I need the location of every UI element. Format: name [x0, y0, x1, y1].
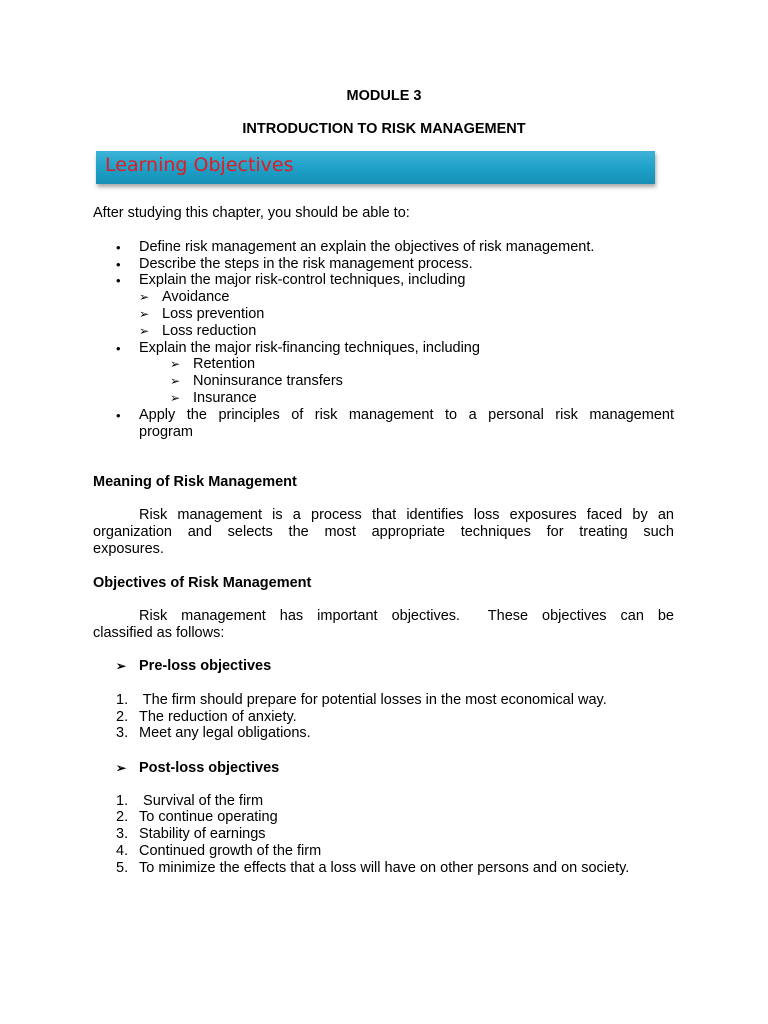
meaning-heading: Meaning of Risk Management — [93, 474, 297, 490]
postloss-heading: Post-loss objectives — [139, 760, 280, 776]
preloss-item: Meet any legal obligations. — [139, 725, 311, 741]
list-number: 1. — [116, 793, 129, 809]
postloss-item: Stability of earnings — [139, 826, 266, 842]
arrow-bullet-icon: ➢ — [139, 307, 150, 321]
arrow-bullet-icon: ➢ — [139, 324, 150, 338]
page-title: INTRODUCTION TO RISK MANAGEMENT — [242, 121, 526, 137]
preloss-item: The reduction of anxiety. — [139, 709, 297, 725]
objectives-line: Risk management has important objectives. These objectives can be — [139, 608, 674, 624]
list-number: 5. — [116, 860, 129, 876]
arrow-bullet-icon: ➢ — [170, 391, 181, 405]
objective-item: Define risk management an explain the objectives of risk management. — [139, 239, 595, 255]
list-number: 3. — [116, 826, 129, 842]
module-label: MODULE 3 — [346, 88, 422, 104]
banner-title: Learning Objectives — [105, 154, 294, 176]
list-number: 4. — [116, 843, 129, 859]
objective-item: Explain the major risk-financing techniques, including — [139, 340, 480, 356]
postloss-item: Continued growth of the firm — [139, 843, 322, 859]
meaning-line: exposures. — [93, 541, 164, 557]
arrow-bullet-icon: ➢ — [116, 761, 127, 775]
preloss-heading: Pre-loss objectives — [139, 658, 272, 674]
bullet-icon: • — [116, 408, 121, 423]
sub-item: Avoidance — [162, 289, 230, 305]
sub-item: Retention — [193, 356, 256, 372]
bullet-icon: • — [116, 273, 121, 288]
list-number: 2. — [116, 709, 129, 725]
postloss-item: To continue operating — [139, 809, 278, 825]
sub-item: Noninsurance transfers — [193, 373, 343, 389]
objective-item-cont: program — [139, 424, 193, 440]
objective-item: Describe the steps in the risk management process. — [139, 256, 473, 272]
list-number: 2. — [116, 809, 129, 825]
sub-item: Loss reduction — [162, 323, 257, 339]
arrow-bullet-icon: ➢ — [170, 374, 181, 388]
list-number: 1. — [116, 692, 129, 708]
arrow-bullet-icon: ➢ — [139, 290, 150, 304]
objective-item: Explain the major risk-control techniques, including — [139, 272, 466, 288]
preloss-item: The firm should prepare for potential losses in the most economical way. — [139, 692, 607, 708]
objectives-line: classified as follows: — [93, 625, 225, 641]
arrow-bullet-icon: ➢ — [116, 659, 127, 673]
postloss-item: Survival of the firm — [139, 793, 264, 809]
bullet-icon: • — [116, 341, 121, 356]
objectives-heading: Objectives of Risk Management — [93, 575, 312, 591]
meaning-line: Risk management is a process that identifies loss exposures faced by an — [139, 507, 674, 523]
bullet-icon: • — [116, 240, 121, 255]
learning-objectives-banner — [96, 151, 655, 184]
bullet-icon: • — [116, 257, 121, 272]
meaning-line: organization and selects the most appropriate techniques for treating such — [93, 524, 674, 540]
arrow-bullet-icon: ➢ — [170, 357, 181, 371]
sub-item: Insurance — [193, 390, 257, 406]
list-number: 3. — [116, 725, 129, 741]
sub-item: Loss prevention — [162, 306, 265, 322]
postloss-item: To minimize the effects that a loss will have on other persons and on society. — [139, 860, 630, 876]
objective-item: Apply the principles of risk management to a personal risk management — [139, 407, 674, 423]
intro-text: After studying this chapter, you should be able to: — [93, 205, 410, 221]
